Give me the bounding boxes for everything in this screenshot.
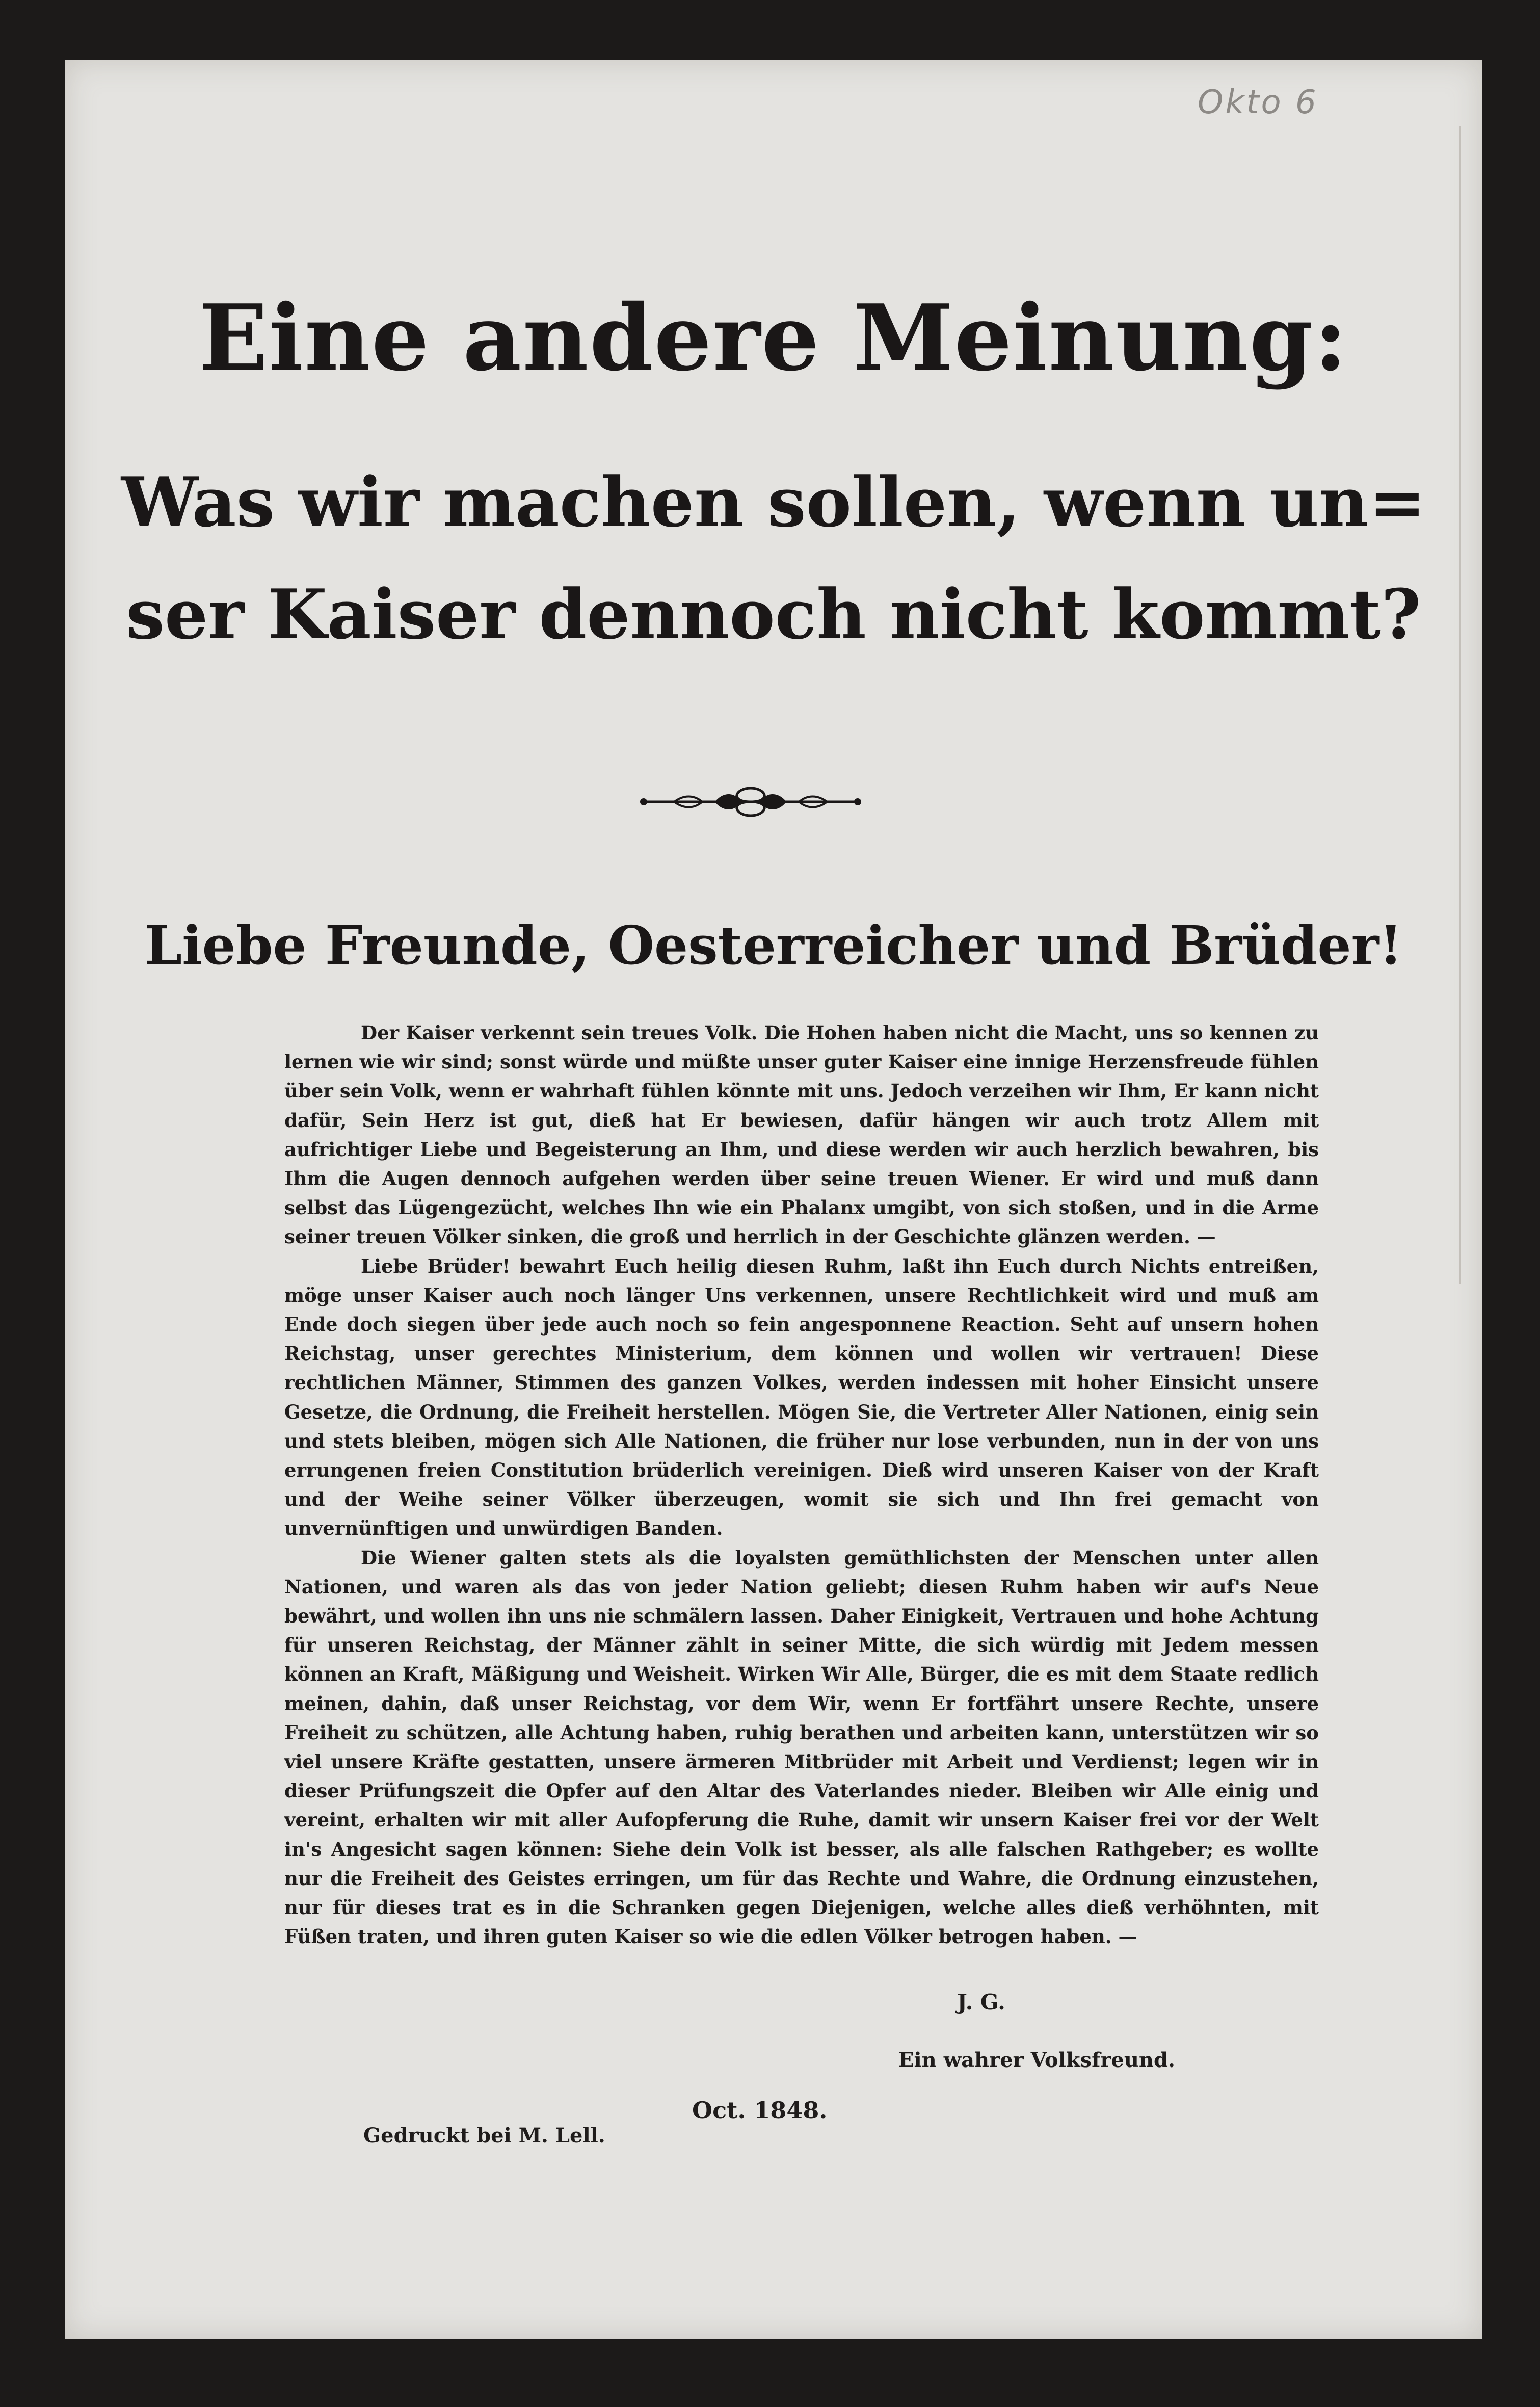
body-text: [284, 1018, 1319, 1952]
title-line-3: ser Kaiser dennoch nicht kommt?: [126, 574, 1421, 655]
publication-date: Oct. 1848.: [692, 2097, 828, 2124]
ornament-divider-icon: [639, 784, 863, 820]
paragraph-3: Die Wiener galten stets als die loyalsten gemüthlichsten der Menschen unter allen Nationen, und waren als das von jeder Nation geliebt; diesen Ruhm haben wir auf's Neue bewährt, und wollen ihn uns nie schmälern lassen. Daher Einigkeit, Vertrauen und hohe Achtung für unseren Reichstag, der Männer zählt in seiner Mitte, die sich würdig mit Jedem messen können an Kraft, Mäßigung und Weisheit. Wirken Wir Alle, Bürger, die es mit dem Staate redlich meinen, dahin, daß unser Reichstag, vor dem Wir, wenn Er fortfährt unsere Rechte, unsere Freiheit zu schützen, alle Achtung haben, ruhig berathen und arbeiten kann, unterstützen wir so viel unsere Kräfte gestatten, unsere ärmeren Mitbrüder mit Arbeit und Verdienst; legen wir in dieser Prüfungszeit die Opfer auf den Altar des Vaterlandes nieder. Bleiben wir Alle einig und vereint, erhalten wir mit aller Aufopferung die Ruhe, damit wir unsern Kaiser frei vor der Welt in's Angesicht sagen können: Siehe dein Volk ist besser, als alle falschen Rathgeber; es wollte nur die Freiheit des Geistes erringen, um für das Rechte und Wahre, die Ordnung einzustehen, nur für dieses trat es in die Schranken gegen Diejenigen, welche alles dieß verhöhnten, mit Füßen traten, und ihren guten Kaiser so wie die edlen Völker betrogen haben. —: [284, 1546, 1319, 1948]
paragraph-1: Der Kaiser verkennt sein treues Volk. Die Hohen haben nicht die Macht, uns so kennen zu lernen wie wir sind; sonst würde und müßte unser guter Kaiser eine innige Herzensfreude fühlen über sein Volk, wenn er wahrhaft fühlen könnte mit uns. Jedoch verzeihen wir Ihm, Er kann nicht dafür, Sein Herz ist gut, dieß hat Er bewiesen, dafür hängen wir auch trotz Allem mit aufrichtiger Liebe und Begeisterung an Ihm, und diese werden wir auch herzlich bewahren, bis Ihm die Augen dennoch aufgehen werden über seine treuen Wiener. Er wird und muß dann selbst das Lügengezücht, welches Ihn wie ein Phalanx umgibt, von sich stoßen, und in die Arme seiner treuen Völker sinken, die groß und herrlich in der Geschichte glänzen werden. —: [284, 1022, 1319, 1248]
salutation-heading: Liebe Freunde, Oesterreicher und Brüder!: [144, 914, 1403, 977]
broadside-sheet: [65, 60, 1482, 2339]
title-line-2: Was wir machen sollen, wenn un=: [121, 462, 1426, 542]
paragraph-2: Liebe Brüder! bewahrt Euch heilig diesen Ruhm, laßt ihn Euch durch Nichts entreißen, möge unser Kaiser auch noch länger Uns verkennen, unsere Rechtlichkeit wird und muß am Ende doch siegen über jede auch noch so fein angesponnene Reaction. Seht auf unsern hohen Reichstag, unser gerechtes Ministerium, dem können und wollen wir vertrauen! Diese rechtlichen Männer, Stimmen des ganzen Volkes, werden indessen mit hoher Einsicht unsere Gesetze, die Ordnung, die Freiheit herstellen. Mögen Sie, die Vertreter Aller Nationen, einig sein und stets bleiben, mögen sich Alle Nationen, die früher nur lose verbunden, nun in der von uns errungenen freien Constitution brüderlich vereinigen. Dieß wird unseren Kaiser von der Kraft und der Weihe seiner Völker überzeugen, womit sie sich und Ihn frei gemacht von unvernünftigen und unwürdigen Banden.: [284, 1254, 1319, 1540]
author-signature: Ein wahrer Volksfreund.: [898, 2048, 1175, 2072]
author-initials: J. G.: [957, 1990, 1005, 2014]
title-line-1: Eine andere Meinung:: [199, 284, 1348, 391]
printer-imprint: Gedruckt bei M. Lell.: [363, 2124, 605, 2148]
pencil-annotation: Okto 6: [1198, 84, 1318, 121]
